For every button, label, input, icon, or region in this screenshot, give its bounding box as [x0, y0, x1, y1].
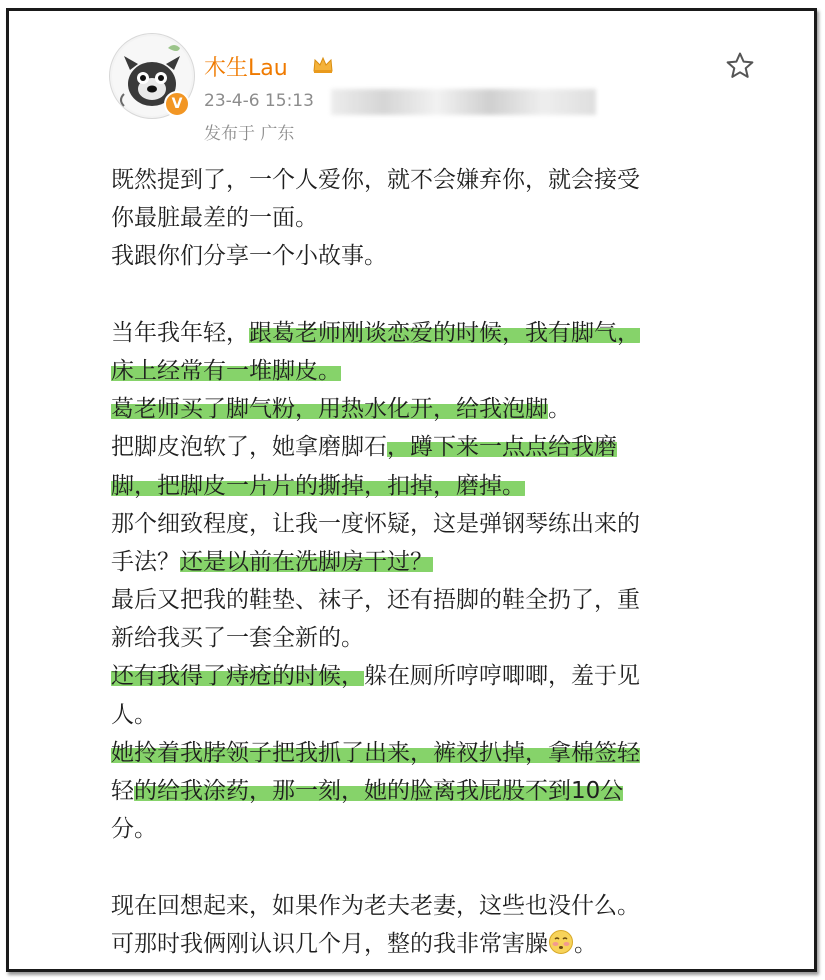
post-text-segment: 既然提到了，一个人爱你，就不会嫌弃你，就会接受 [111, 167, 640, 193]
post-text-line [111, 161, 791, 199]
post-text-line [111, 657, 791, 695]
post-text-segment: 。 [548, 396, 571, 423]
blurred-device-info [331, 89, 596, 115]
post-content [111, 161, 791, 963]
post-text-segment: 手法？ [111, 548, 180, 575]
favorite-star-icon[interactable] [725, 51, 755, 81]
post-text-segment: 躲在厕所哼哼唧唧，羞于见 [364, 663, 640, 690]
verified-badge-icon: V [164, 91, 190, 117]
highlighted-text: 床上经常有一堆脚皮。 [111, 357, 341, 384]
post-text-line [111, 467, 791, 505]
post-text-line [111, 925, 791, 963]
highlighted-text: 还有我得了痔疮的时候， [111, 663, 364, 690]
highlighted-text: ，蹲下来一点点给我磨 [387, 434, 617, 461]
post-text-line [111, 352, 791, 390]
post-text-segment: 。 [574, 930, 597, 957]
crown-icon [312, 55, 334, 75]
post-text-line [111, 428, 791, 466]
post-location: 发布于 广东 [204, 124, 295, 144]
post-text-segment: 最后又把我的鞋垫、袜子，还有捂脚的鞋全扔了，重 [111, 587, 640, 614]
username-link[interactable]: 木生Lau [204, 56, 288, 81]
post-text-line [111, 505, 791, 543]
highlighted-text: 脚，把脚皮一片片的撕掉，扣掉，磨掉。 [111, 472, 525, 499]
post-text-segment: 我跟你们分享一个小故事。 [111, 243, 387, 270]
post-text-line [111, 734, 791, 772]
post-text-line [111, 848, 791, 886]
post-text-line [111, 237, 791, 275]
post-text-segment: 新给我买了一套全新的。 [111, 625, 364, 652]
highlighted-text: 葛老师买了脚气粉，用热水化开，给我泡脚 [111, 396, 548, 423]
post-text-line [111, 810, 791, 848]
post-text-line [111, 314, 791, 352]
post-text-line [111, 887, 791, 925]
post-timestamp: 23-4-6 15:13 [204, 91, 314, 111]
post-text-line [111, 543, 791, 581]
post-text-segment: 把脚皮泡软了，她拿磨脚石 [111, 434, 387, 461]
post-text-segment: 你最脏最差的一面。 [111, 205, 318, 232]
post-text-line [111, 619, 791, 657]
highlighted-text: 还是以前在洗脚房干过？ [180, 548, 433, 575]
post-text-line [111, 772, 791, 810]
highlighted-text: 跟葛老师刚谈恋爱的时候，我有脚气， [249, 319, 640, 346]
weibo-post-screenshot [6, 8, 817, 972]
post-text-segment: 当年我年轻， [111, 319, 249, 346]
post-text-line [111, 199, 791, 237]
post-text-line [111, 390, 791, 428]
post-text-line [111, 696, 791, 734]
post-text-line [111, 581, 791, 619]
post-text-segment: 现在回想起来，如果作为老夫老妻，这些也没什么。 [111, 892, 640, 919]
highlighted-text: 的给我涂药，那一刻，她的脸离我屁股不到10公 [134, 778, 624, 804]
post-text-segment: 可那时我俩刚认识几个月，整的我非常害臊 [111, 930, 548, 957]
highlighted-text: 她拎着我脖领子把我抓了出来，裤衩扒掉，拿棉签轻 [111, 739, 640, 766]
post-text-segment: 人。 [111, 701, 157, 728]
post-text-segment: 那个细致程度，让我一度怀疑，这是弹钢琴练出来的 [111, 510, 640, 537]
shy-face-emoji-icon [548, 929, 574, 955]
post-text-segment: 轻 [111, 778, 134, 804]
post-text-segment: 分。 [111, 816, 157, 843]
post-text-line [111, 276, 791, 314]
